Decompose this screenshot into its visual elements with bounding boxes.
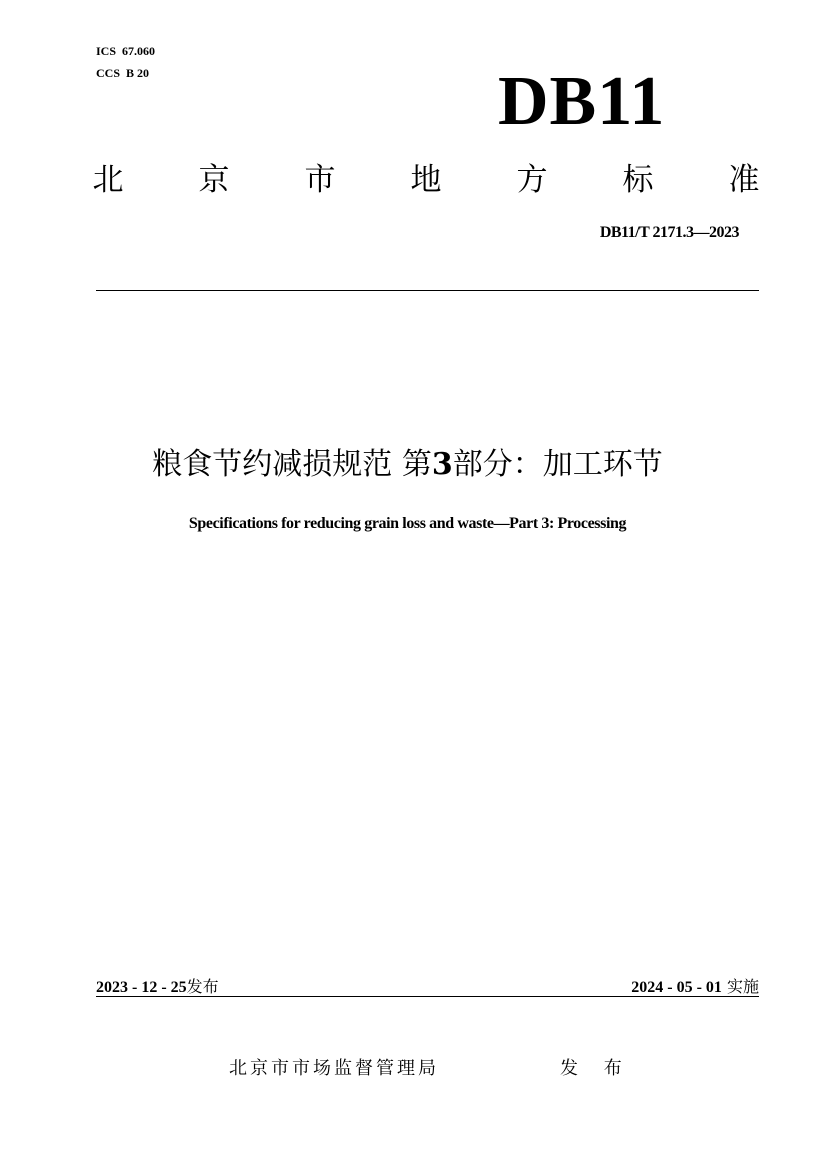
db-logo: DB11	[498, 63, 666, 140]
document-title-cn	[0, 442, 815, 488]
issue-label: 发布	[186, 977, 219, 996]
ics-code: ICS 67.060	[96, 44, 156, 58]
standard-type-char: 京	[198, 162, 230, 198]
standard-type	[88, 158, 764, 202]
title-cn-part-number: 3	[431, 447, 453, 482]
effective-date-line	[631, 974, 759, 997]
footer-divider	[96, 996, 759, 997]
issuing-authority: 北京市市场监督管理局	[229, 1058, 439, 1079]
document-title-en: Specifications for reducing grain loss and waste—Part 3: Processing	[188, 515, 627, 532]
ccs-code: CCS B 20	[96, 66, 150, 80]
classification-codes	[96, 40, 155, 84]
standard-type-char: 北	[92, 162, 124, 198]
standard-type-char: 方	[516, 162, 548, 198]
title-cn-part2: 部分：加工环节	[452, 447, 663, 482]
standard-type-char: 市	[304, 162, 336, 198]
standard-number: DB11/T 2171.3—2023	[599, 224, 739, 241]
standard-type-char: 准	[728, 162, 760, 198]
effective-date: 2024 - 05 - 01	[631, 979, 722, 996]
issue-date: 2023 - 12 - 25	[96, 979, 187, 996]
standard-type-char: 标	[622, 162, 654, 198]
issue-date-line	[96, 974, 219, 997]
standard-type-char: 地	[410, 162, 442, 198]
title-cn-part1: 粮食节约减损规范 第	[152, 447, 432, 482]
header-divider	[96, 290, 759, 291]
publish-label: 发 布	[560, 1058, 632, 1079]
effective-label: 实施	[726, 977, 759, 996]
